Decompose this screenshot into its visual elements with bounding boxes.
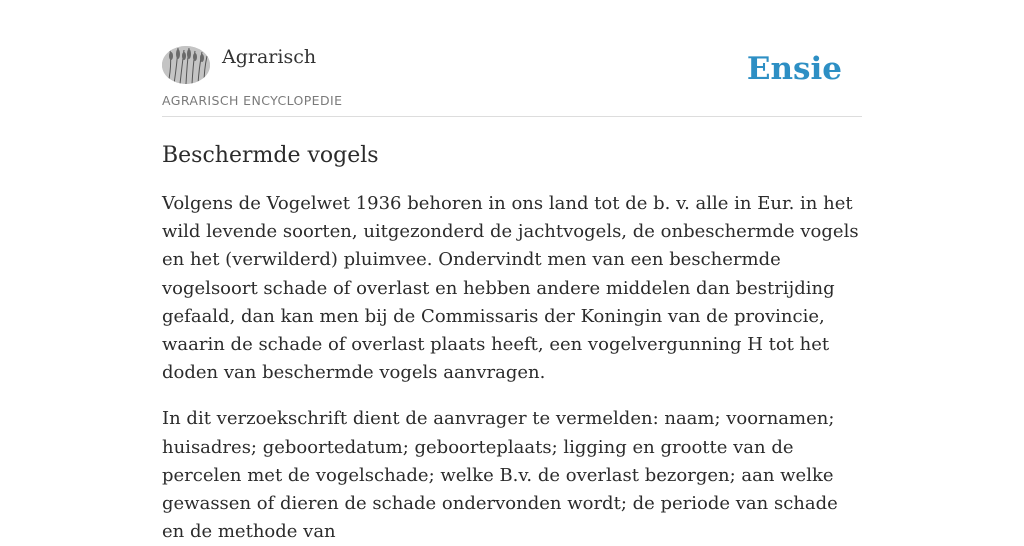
- header: [162, 0, 862, 117]
- article-page: [162, 0, 862, 546]
- avatar[interactable]: [162, 46, 210, 84]
- page-title: Beschermde vogels: [162, 143, 379, 168]
- source-subtitle: AGRARISCH ENCYCLOPEDIE: [162, 93, 343, 108]
- article-paragraph: Volgens de Vogelwet 1936 behoren in ons land tot de b. v. alle in Eur. in het wild levende soorten, uitgezonderd de jachtvogels, de onbeschermde vogels en het (verwilderd) pluimvee. Ondervindt men van een beschermde vogelsoort schade of overlast en hebben andere middelen dan bestrijding gefaald, dan kan men bij de Commissaris der Koningin van de provincie, waarin de schade of overlast plaats heeft, een vogelvergunning H tot het doden van beschermde vogels aanvragen.: [162, 193, 859, 384]
- source-name[interactable]: Agrarisch: [222, 46, 317, 68]
- ensie-logo[interactable]: Ensie: [746, 51, 842, 87]
- wheat-icon: [162, 46, 210, 84]
- article-paragraph: In dit verzoekschrift dient de aanvrager te vermelden: naam; voornamen; huisadres; geboortedatum; geboorteplaats; ligging en grootte van de percelen met de vogelschade; welke B.v. de overlast bezorgen; aan welke gewassen of dieren de schade ondervonden wordt; de periode van schade en de methode van: [162, 408, 838, 543]
